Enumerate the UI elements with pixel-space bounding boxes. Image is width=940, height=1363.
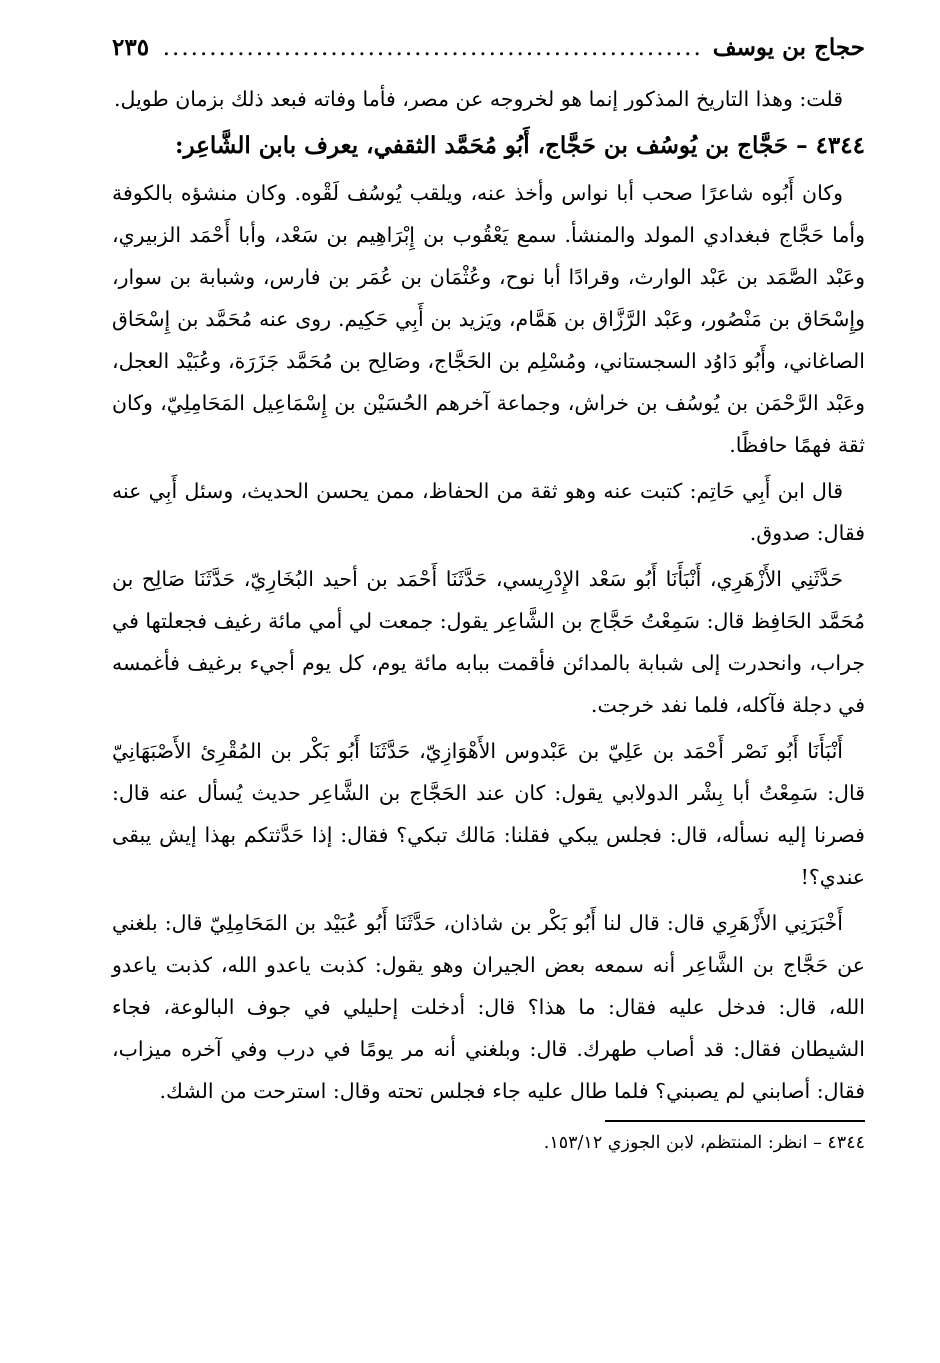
paragraph-hundred-loaves: حَدَّثَنِي الأَزْهَرِي، أَنْبَأَنَا أَبُو سَعْد الإِدْرِيسي، حَدَّثَنَا أَحْمَد بن أحيد البُخَارِيّ، حَدَّثَنَا صَالِح بن مُحَمَّد الحَافِظ قال: سَمِعْتُ حَجَّاج بن الشَّاعِر يقول: جمعت لي أمي مائة رغيف فجعلتها في جراب، وانحدرت إلى شبابة بالمدائن فأقمت ببابه مائة يوم، كل يوم أجيء برغيف فأغمسه في دجلة فآكله، فلما نفد خرجت. (112, 567, 865, 717)
page-number: ٢٣٥ (112, 34, 150, 61)
paragraph-ibn-abi-hatim: قال ابن أَبِي حَاتِم: كتبت عنه وهو ثقة من الحفاظ، ممن يحسن الحديث، وسئل أَبِي عنه فقال: صدوق. (112, 479, 865, 545)
paragraph-dulabi: أَنْبَأَنَا أَبُو نَصْر أَحْمَد بن عَلِيّ بن عَبْدوس الأَهْوَازِيّ، حَدَّثَنَا أَبُو بَكْر بن المُقْرِئ الأَصْبَهَانِيّ قال: سَمِعْتُ أبا بِشْر الدولابي يقول: كان عند الحَجَّاج بن الشَّاعِر حديث يُسأل عنه قال: فصرنا إليه نسأله، قال: فجلس يبكي فقلنا: مَالك تبكي؟ فقال: إذا حَدَّثتكم بهذا إيش يبقى عندي؟! (112, 739, 865, 889)
book-page (112, 34, 865, 1343)
intro-note: قلت: وهذا التاريخ المذكور إنما هو لخروجه عن مصر، فأما وفاته فبعد ذلك بزمان طويل. (114, 87, 843, 111)
entry-heading: ٤٣٤٤ – حَجَّاج بن يُوسُف بن حَجَّاج، أَبُو مُحَمَّد الثقفي، يعرف بابن الشَّاعِر: (174, 132, 865, 159)
paragraph-azhari: أَخْبَرَنِي الأَزْهَرِي قال: قال لنا أَبُو بَكْر بن شاذان، حَدَّثَنَا أَبُو عُبَيْد بن المَحَامِلِيّ قال: بلغني عن حَجَّاج بن الشَّاعِر أنه سمعه بعض الجيران وهو يقول: كذبت ياعدو الله، كذبت ياعدو الله، قال: فدخل عليه فقال: ما هذا؟ قال: أدخلت إحليلي في جوف البالوعة، فجاء الشيطان فقال: قد أصاب طهرك. قال: وبلغني أنه مر يومًا في درب وفي آخره ميزاب، فقال: أصابني لم يصبني؟ فلما طال عليه جاء فجلس تحته وقال: استرحت من الشك. (112, 911, 865, 1103)
footnote: ٤٣٤٤ – انظر: المنتظم، لابن الجوزي ١٥٣/١٢. (543, 1133, 865, 1153)
dot-leader (159, 35, 703, 61)
paragraph-biography: وكان أَبُوه شاعرًا صحب أبا نواس وأخذ عنه، ويلقب يُوسُف لَقْوه. وكان منشؤه بالكوفة وأما حَجَّاج فبغدادي المولد والمنشأ. سمع يَعْقُوب بن إِبْرَاهِيم بن سَعْد، وأبا أَحْمَد الزبيري، وعَبْد الصَّمَد بن عَبْد الوارث، وقرادًا أبا نوح، وعُثْمَان بن عُمَر بن فارس، وشبابة بن سوار، وإِسْحَاق بن مَنْصُور، وعَبْد الرَّزَّاق بن هَمَّام، ويَزيد بن أَبِي حَكِيم. روى عنه مُحَمَّد بن إِسْحَاق الصاغاني، وأَبُو دَاوُد السجستاني، ومُسْلِم بن الحَجَّاج، وصَالِح بن مُحَمَّد جَزَرَة، وعُبَيْد العجل، وعَبْد الرَّحْمَن بن يُوسُف بن خراش، وجماعة آخرهم الحُسَيْن بن إِسْمَاعِيل المَحَامِلِيّ، وكان ثقة فهمًا حافظًا. (112, 181, 865, 457)
footnote-divider (605, 1120, 865, 1122)
running-head-title: حجاج بن يوسف (712, 34, 865, 61)
running-head (112, 34, 865, 78)
